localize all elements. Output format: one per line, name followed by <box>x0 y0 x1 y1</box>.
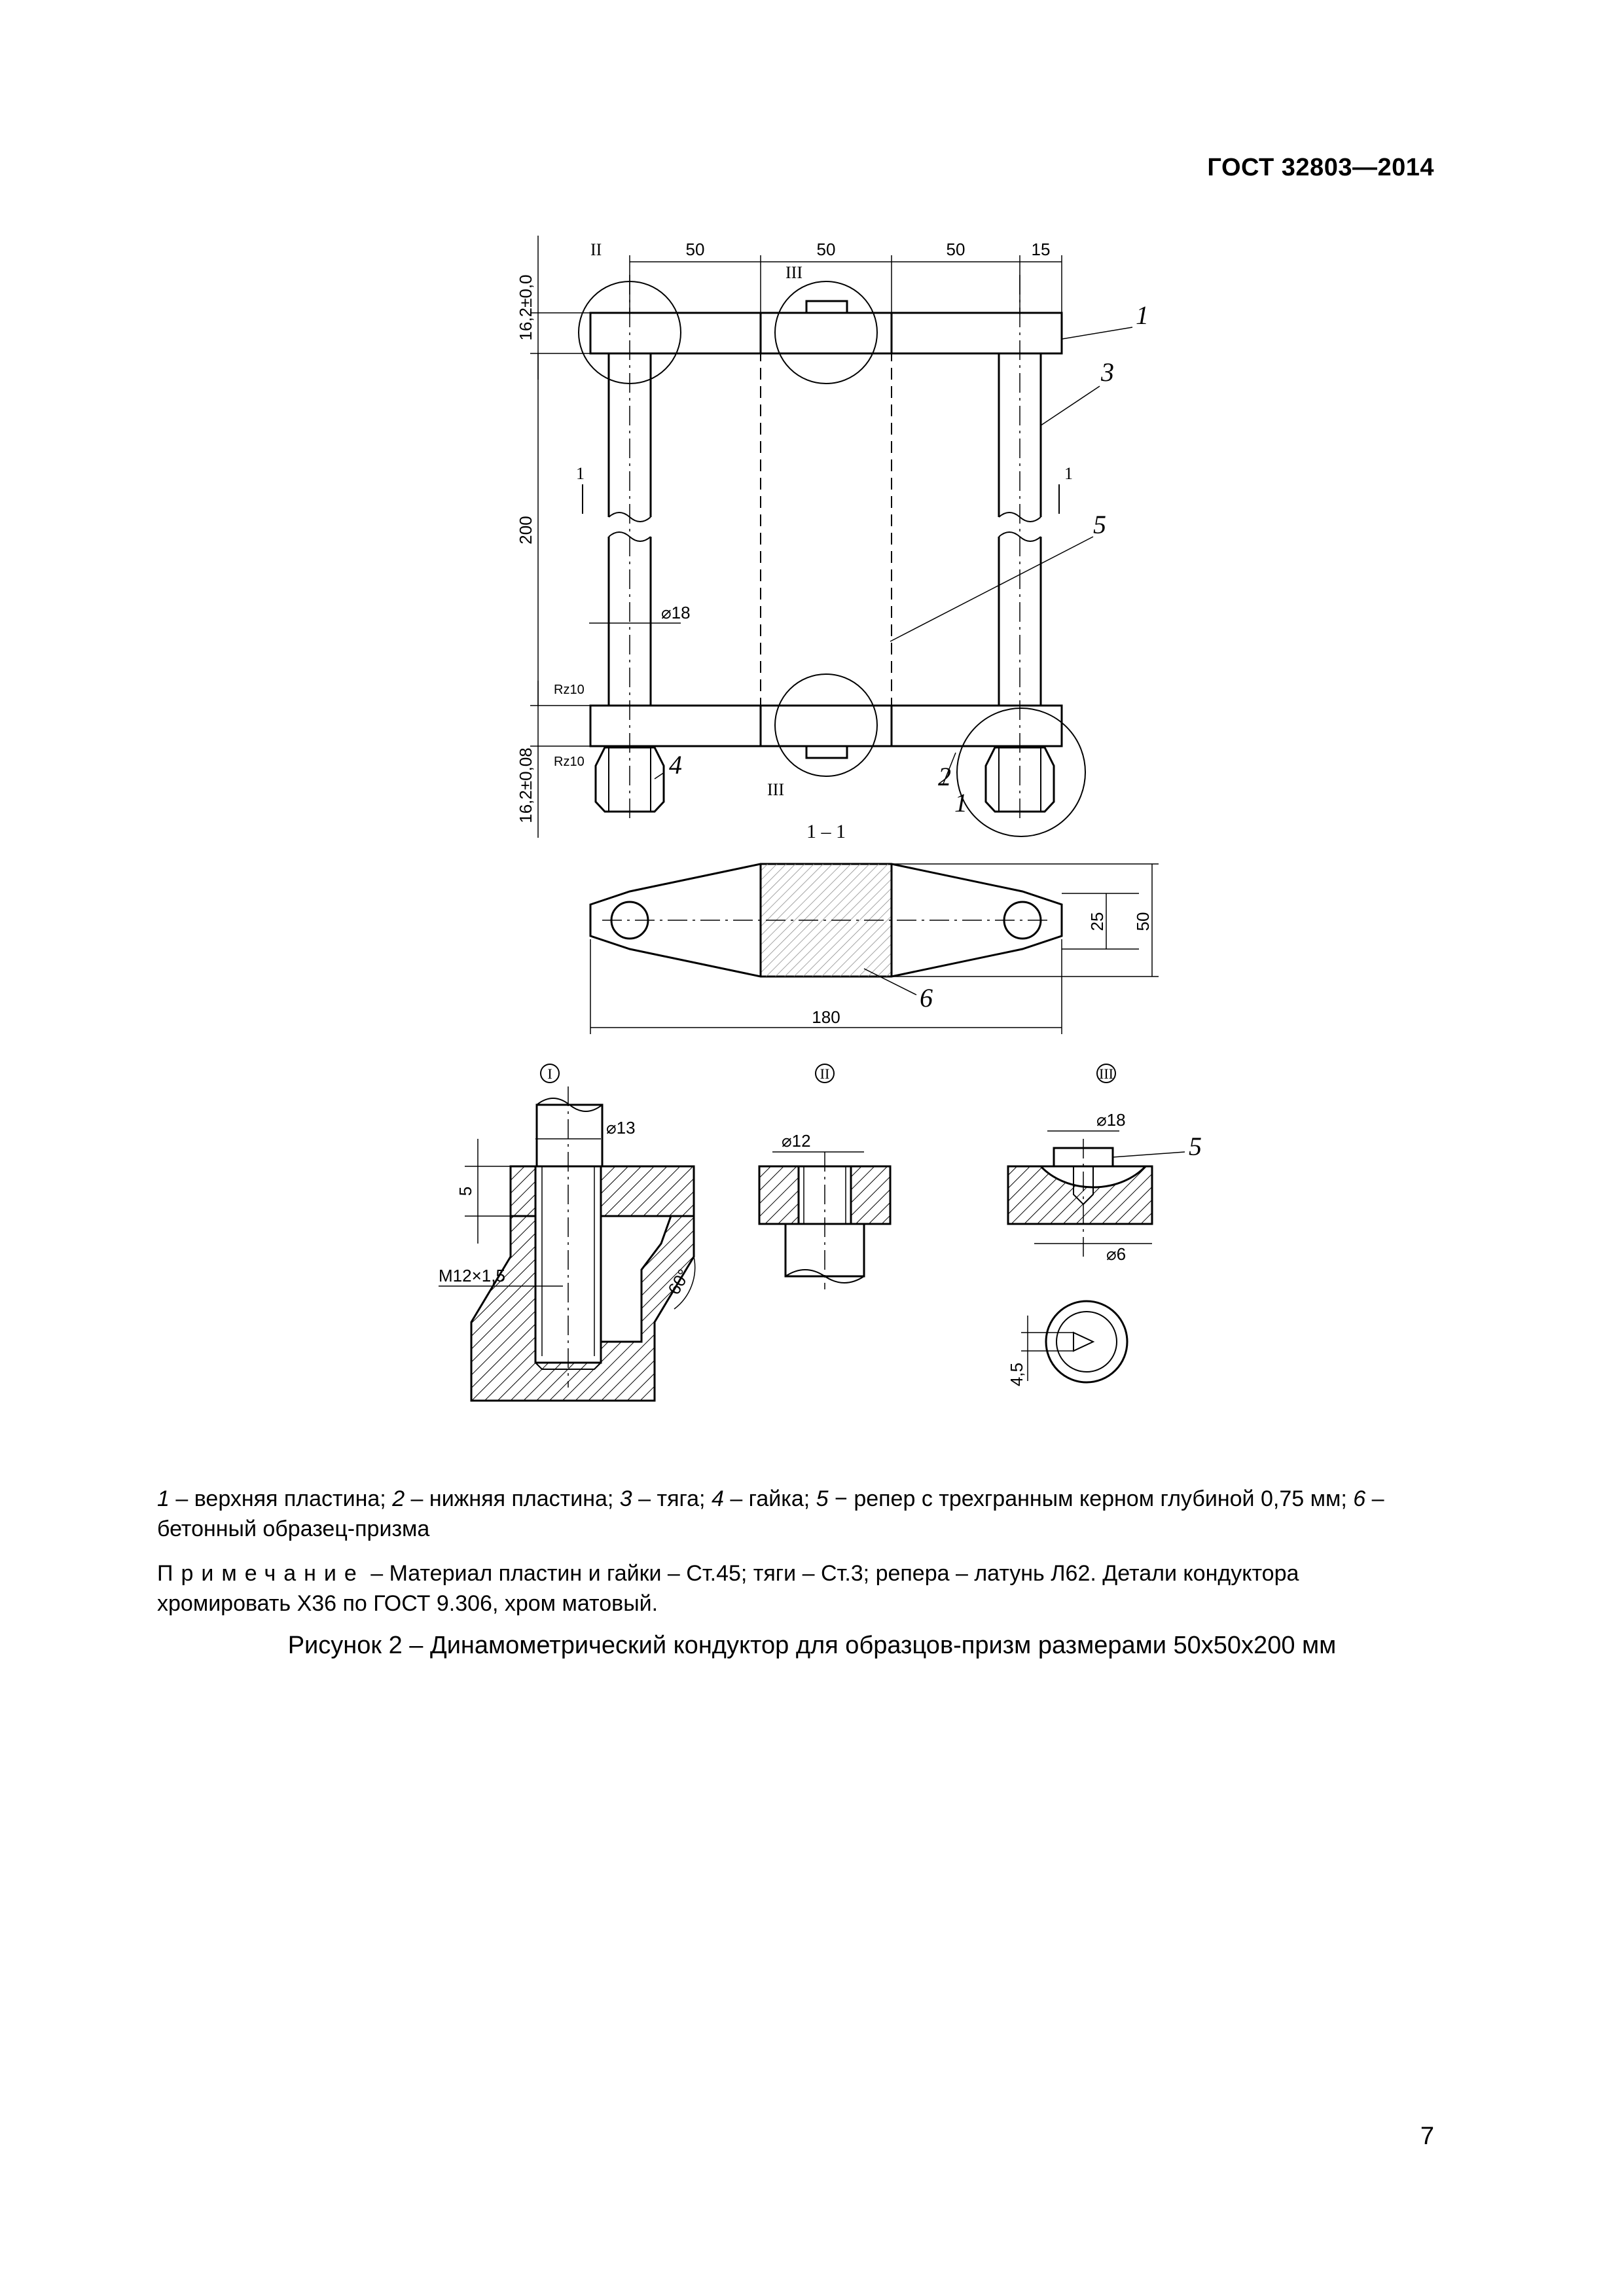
leader-4: 4 <box>669 750 682 780</box>
legend-num-2: 2 <box>392 1486 405 1511</box>
dim-180: 180 <box>812 1007 840 1027</box>
legend-num-1: 1 <box>157 1486 170 1511</box>
legend-num-5: 5 <box>816 1486 829 1511</box>
leader-5: 5 <box>1093 510 1106 539</box>
roughness-bottom: Rz10 <box>554 755 585 769</box>
legend-num-3: 3 <box>619 1486 632 1511</box>
cut-mark-left: 1 <box>576 464 585 483</box>
page-number: 7 <box>1420 2123 1434 2150</box>
dim-50-a: 50 <box>685 240 705 259</box>
legend-num-4: 4 <box>711 1486 724 1511</box>
note-text: – Материал пластин и гайки – Ст.45; тяги – Ст.3; репера – латунь Л62. Детали кондуктора хромировать Х36 по ГОСТ 9.306, хром матовый. <box>157 1561 1299 1616</box>
detail-callout-iii-bottom: III <box>767 780 784 799</box>
legend-text-6: – бетонный образец-призма <box>157 1486 1384 1541</box>
leader-5-detail: 5 <box>1189 1132 1202 1161</box>
figure-note <box>157 1559 1401 1619</box>
detail-iii-small-diameter: ⌀6 <box>1106 1244 1127 1264</box>
leader-2: 2 <box>938 762 951 791</box>
section-label: 1 – 1 <box>806 821 846 842</box>
detail-callout-iii-top: III <box>785 263 803 282</box>
detail-ii-diameter: ⌀12 <box>782 1131 811 1151</box>
dim-50-height: 50 <box>1133 912 1153 931</box>
view-title-i: I <box>547 1066 552 1082</box>
detail-i-thread: M12×1,5 <box>439 1266 505 1285</box>
legend-text-1: – верхняя пластина; <box>169 1486 393 1511</box>
dim-50-b: 50 <box>816 240 836 259</box>
dim-50-c: 50 <box>946 240 965 259</box>
top-plate <box>590 313 1062 353</box>
dim-height-200: 200 <box>516 516 535 545</box>
legend-text-5: − репер с трехгранным керном глубиной 0,75 мм; <box>828 1486 1354 1511</box>
bottom-plate <box>590 706 1062 746</box>
legend-text-4: – гайка; <box>723 1486 816 1511</box>
leader-6: 6 <box>920 983 933 1013</box>
technical-drawing <box>367 209 1296 1466</box>
detail-iii-offset: 4,5 <box>1007 1362 1026 1387</box>
view-title-iii: III <box>1099 1066 1113 1082</box>
note-label: Примечание <box>157 1561 365 1586</box>
leader-1-bottom: 1 <box>954 788 967 817</box>
drawing-canvas <box>367 209 1296 1466</box>
figure-caption: Рисунок 2 – Динамометрический кондуктор для образцов-призм размерами 50x50x200 мм <box>287 1632 1337 1659</box>
leader-3: 3 <box>1101 357 1114 387</box>
dim-15: 15 <box>1031 240 1051 259</box>
legend-text-3: – тяга; <box>632 1486 712 1511</box>
dim-25: 25 <box>1087 912 1107 931</box>
detail-iii-diameter: ⌀18 <box>1096 1110 1126 1130</box>
roughness-top: Rz10 <box>554 683 585 697</box>
legend-text-2: – нижняя пластина; <box>405 1486 620 1511</box>
detail-callout-ii: II <box>590 240 602 259</box>
cut-mark-right: 1 <box>1064 464 1073 483</box>
leader-1-top: 1 <box>1136 300 1149 330</box>
detail-i-diameter: ⌀13 <box>606 1118 636 1138</box>
dim-bottom-thickness: 16,2±0,08 <box>516 747 535 823</box>
dim-top-thickness: 16,2±0,0 <box>516 274 535 341</box>
detail-i-angle: 60° <box>664 1265 694 1298</box>
legend-num-6: 6 <box>1353 1486 1366 1511</box>
detail-i-depth: 5 <box>456 1186 475 1196</box>
dim-rod-diameter: ⌀18 <box>661 603 691 622</box>
view-title-ii: II <box>820 1066 830 1082</box>
document-header: ГОСТ 32803—2014 <box>1207 154 1434 181</box>
figure-legend <box>157 1484 1401 1545</box>
